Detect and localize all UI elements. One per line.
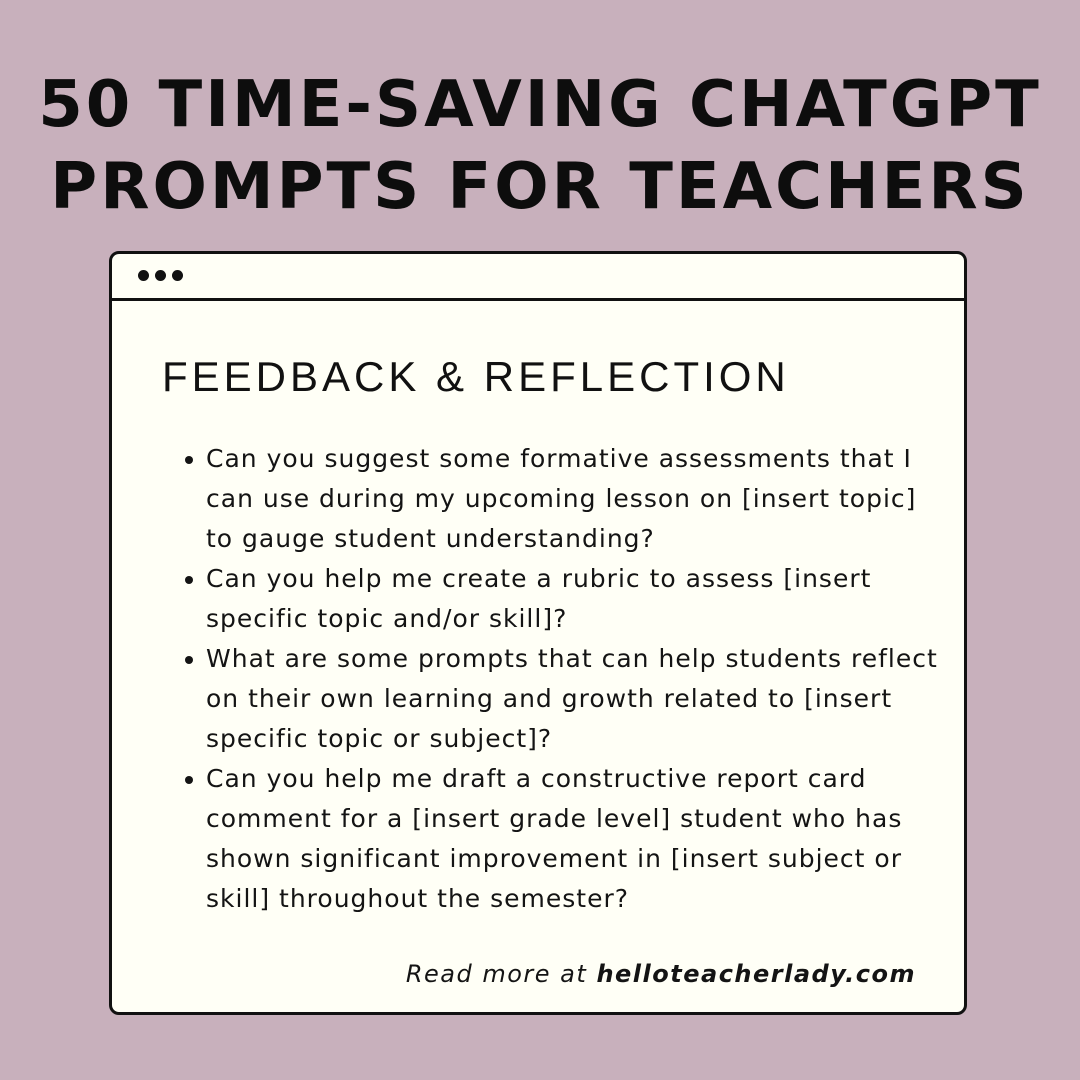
- list-item: Can you help me draft a constructive report card comment for a [insert grade level] student who has shown significant improvement in [insert subject or skill] throughout the semester?: [206, 759, 946, 919]
- dot-icon: [172, 270, 183, 281]
- dot-icon: [155, 270, 166, 281]
- headline-line-1: 50 TIME-SAVING CHATGPT: [38, 68, 1042, 142]
- list-item: What are some prompts that can help students reflect on their own learning and growth related to [insert specific topic or subject]?: [206, 639, 946, 759]
- footer-credit: [406, 960, 916, 988]
- footer-domain-link[interactable]: helloteacherlady.com: [596, 960, 916, 988]
- dot-icon: [138, 270, 149, 281]
- headline-line-2: PROMPTS FOR TEACHERS: [50, 150, 1030, 224]
- headline: [0, 64, 1080, 228]
- window-dots-icon: [138, 270, 183, 281]
- list-item: Can you suggest some formative assessments that I can use during my upcoming lesson on [insert topic] to gauge student understanding?: [206, 439, 946, 559]
- section-title: FEEDBACK & REFLECTION: [162, 353, 790, 400]
- window-title-bar: [112, 254, 964, 301]
- browser-window-card: [109, 251, 967, 1015]
- footer-prefix: Read more at: [405, 960, 597, 988]
- prompt-list: [206, 439, 946, 919]
- list-item: Can you help me create a rubric to assess [insert specific topic and/or skill]?: [206, 559, 946, 639]
